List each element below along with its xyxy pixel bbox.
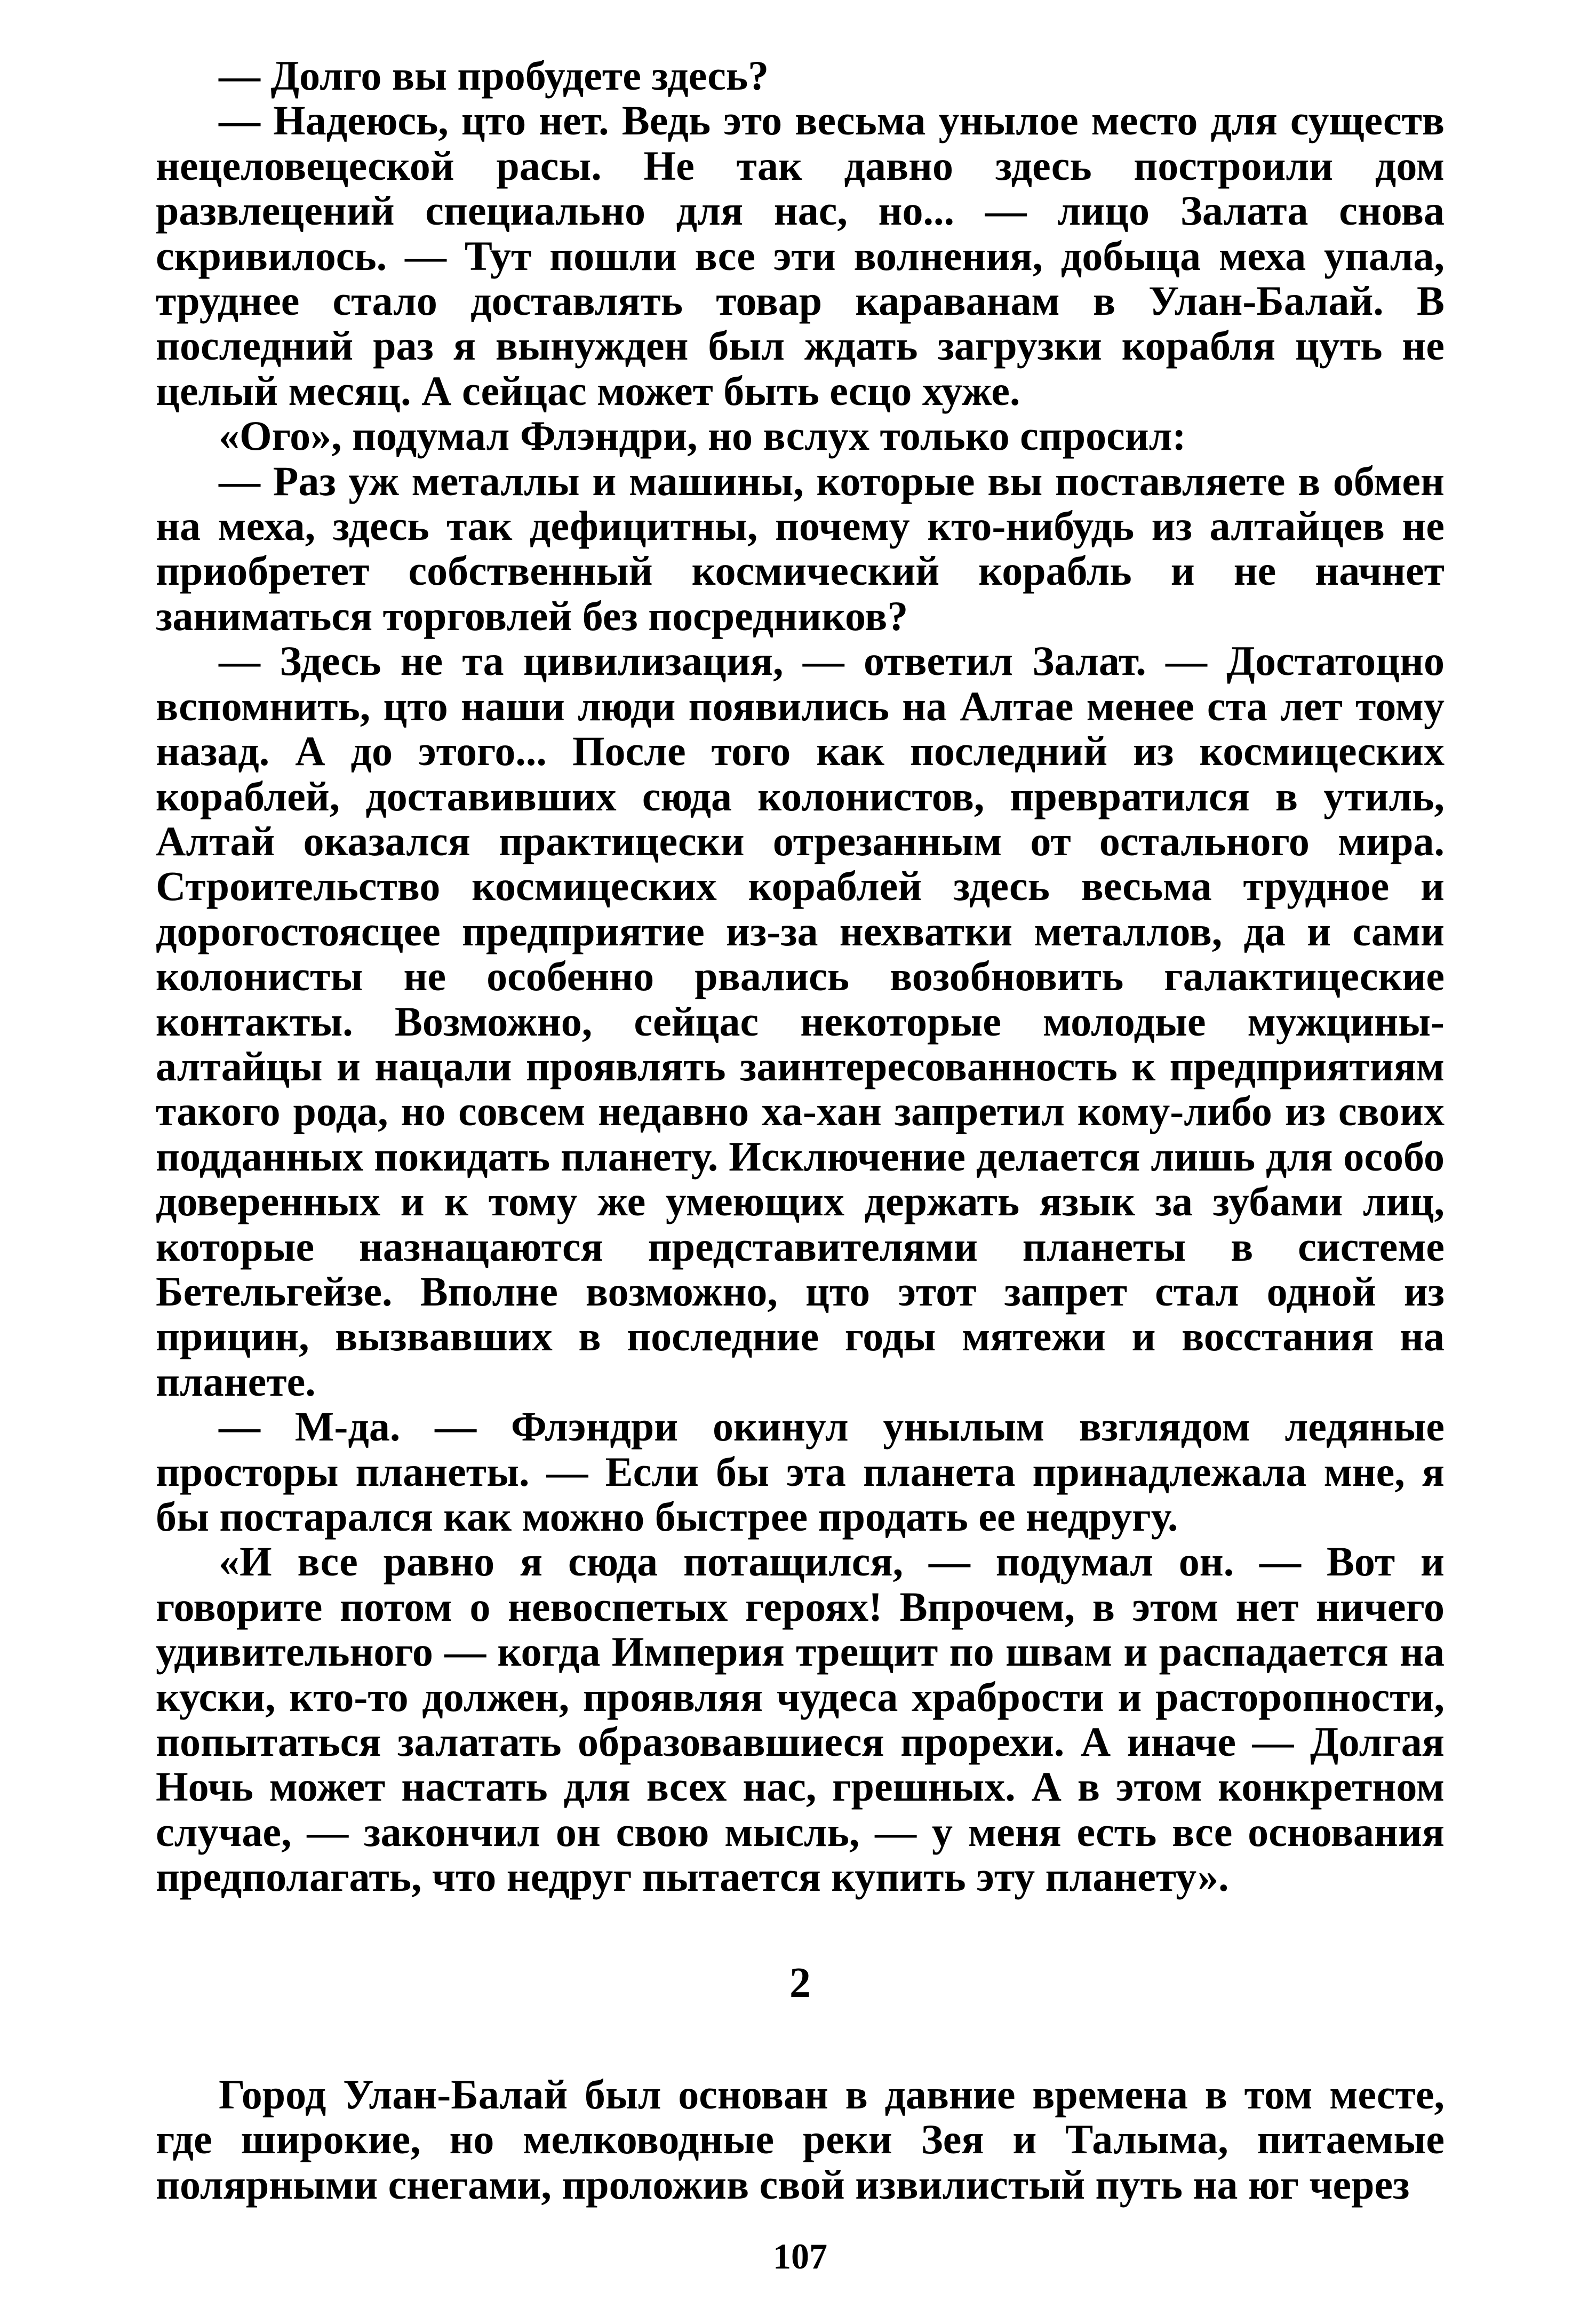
page-number: 107	[773, 2236, 827, 2277]
main-text	[156, 53, 1445, 1900]
paragraph: «Ого», подумал Флэндри, но вслух только спросил:	[219, 412, 1186, 459]
paragraph: Город Улан-Балай был основан в давние времена в том месте, где широкие, но мелководные реки Зея и Талыма, питаемые полярными снегами, проложив свой извилистый путь на юг через	[156, 2071, 1445, 2208]
paragraph: «И все равно я сюда потащился, — подумал он. — Вот и говорите потом о невоспетых героях! Впрочем, в этом нет ничего удивительного — когда Империя трещит по швам и распадается на куски, кто-то должен, проявляя чудеса храбрости и расторопности, попытаться залатать образовавшиеся прорехи. А иначе — Долгая Ночь может настать для всех нас, грешных. А в этом конкретном случае, — закончил он свою мысль, — у меня есть все основания предполагать, что недруг пытается купить эту планету».	[156, 1538, 1445, 1900]
paragraph: — М-да. — Флэндри окинул унылым взглядом ледяные просторы планеты. — Если бы эта планета принадлежала мне, я бы постарался как можно быстрее продать ее недругу.	[156, 1403, 1445, 1540]
paragraph: — Здесь не та цивилизация, — ответил Залат. — Достатоцно вспомнить, цто наши люди появились на Алтае менее ста лет тому назад. А до этого... После того как последний из космицеских кораблей, доставивших сюда колонистов, превратился в утиль, Алтай оказался практицески отрезанным от остального мира. Строительство космицеских кораблей здесь весьма трудное и дорогостоясцее предприятие из-за нехватки металлов, да и сами колонисты не особенно рвались возобновить галактицеские контакты. Возможно, сейцас некоторые молодые мужцины-алтайцы и нацали проявлять заинтересованность к предприятиям такого рода, но совсем недавно ха-хан запретил кому-либо из своих подданных покидать планету. Исключение делается лишь для особо доверенных и к тому же умеющих держать язык за зубами лиц, которые назнацаются представителями планеты в системе Бетельгейзе. Вполне возможно, цто этот запрет стал одной из прицин, вызвавших в последние годы мятежи и восстания на планете.	[156, 638, 1445, 1405]
paragraph: — Долго вы пробудете здесь?	[219, 52, 769, 99]
chapter-number: 2	[789, 1960, 811, 2007]
chapter-text	[156, 2072, 1445, 2207]
paragraph: — Раз уж металлы и машины, которые вы поставляете в обмен на меха, здесь так дефицитны, почему кто-нибудь из алтайцев не приобретет собственный космический корабль и не начнет заниматься торговлей без посредников?	[156, 457, 1445, 639]
paragraph: — Надеюсь, цто нет. Ведь это весьма унылое место для существ нецеловецеской расы. Не так давно здесь построили дом развлецений специально для нас, но... — лицо Залата снова скривилось. — Тут пошли все эти волнения, добыца меха упала, труднее стало доставлять товар караванам в Улан-Балай. В последний раз я вынужден был ждать загрузки корабля цуть не целый месяц. А сейцас может быть есцо хуже.	[156, 97, 1445, 414]
